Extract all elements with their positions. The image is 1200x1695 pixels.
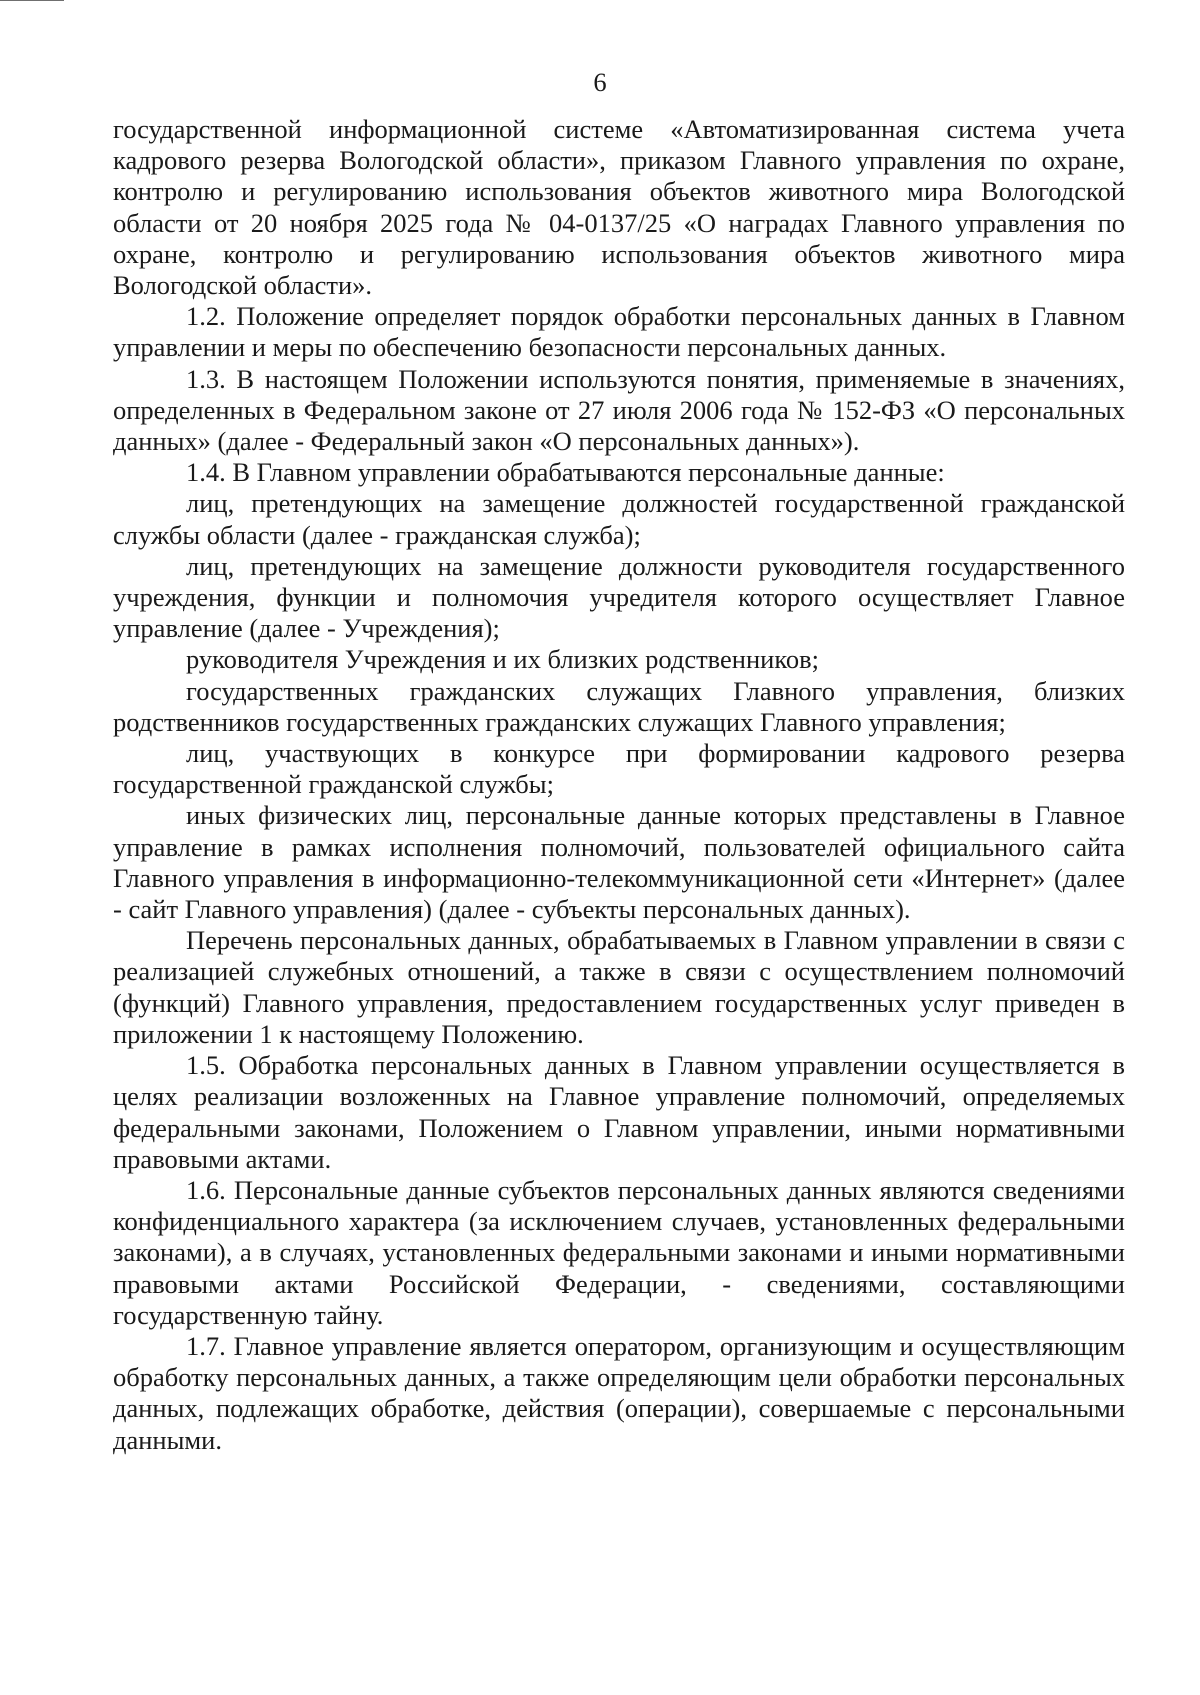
paragraph-data-list-reference: Перечень персональных данных, обрабатываемых в Главном управлении в связи с реализацией служебных отношений, а также в связи с осуществлением полномочий (функций) Главного управления, предоставлением государственных услуг приведен в приложении 1 к настоящему Положению. [113,925,1125,1049]
paragraph-intro-continuation: государственной информационной системе «Автоматизированная система учета кадрового резерва Вологодской области», приказом Главного управления по охране, контролю и регулированию использования объектов животного мира Вологодской области от 20 ноября 2025 года № 04-0137/25 «О наградах Главного управления по охране, контролю и регулированию использования объектов животного мира Вологодской области». [113,114,1125,301]
list-item-civil-servants: государственных гражданских служащих Главного управления, близких родственников государственных гражданских служащих Главного управления; [113,675,1125,737]
list-item-other-individuals: иных физических лиц, персональные данные которых представлены в Главное управление в рамках исполнения полномочий, пользователей официального сайта Главного управления в информационно-телекоммуникационной сети «Интернет» (далее - сайт Главного управления) (далее - субъекты персональных данных). [113,800,1125,925]
paragraph-1-5: 1.5. Обработка персональных данных в Главном управлении осуществляется в целях реализации возложенных на Главное управление полномочий, определяемых федеральными законами, Положением о Главном управлении, иными нормативными правовыми актами. [113,1050,1125,1174]
paragraph-1-6: 1.6. Персональные данные субъектов персональных данных являются сведениями конфиденциального характера (за исключением случаев, установленных федеральными законами), а в случаях, установленных федеральными законами и иными нормативными правовыми актами Российской Федерации, - сведениями, составляющими государственную тайну. [113,1174,1125,1330]
paragraph-1-4: 1.4. В Главном управлении обрабатываются персональные данные: [186,457,945,488]
paragraph-1-2: 1.2. Положение определяет порядок обработки персональных данных в Главном управлении и меры по обеспечению безопасности персональных данных. [113,301,1125,363]
page-number: 6 [593,67,607,97]
paragraph-1-7: 1.7. Главное управление является оператором, организующим и осуществляющим обработку персональных данных, а также определяющим цели обработки персональных данных, подлежащих обработке, действия (операции), совершаемые с персональными данными. [113,1330,1125,1455]
document-body [113,114,1125,1456]
paragraph-1-3: 1.3. В настоящем Положении используются понятия, применяемые в значениях, определенных в Федеральном законе от 27 июля 2006 года № 152-ФЗ «О персональных данных» (далее - Федеральный закон «О персональных данных»). [113,363,1125,457]
scan-edge-line [0,0,64,1]
list-item-institution-heads: руководителя Учреждения и их близких родственников; [186,644,819,675]
list-item-reserve-contest-participants: лиц, участвующих в конкурсе при формировании кадрового резерва государственной гражданской службы; [113,738,1125,800]
list-item-candidates-civil-service: лиц, претендующих на замещение должностей государственной гражданской службы области (далее - гражданская служба); [113,488,1125,550]
list-item-candidates-institution-head: лиц, претендующих на замещение должности руководителя государственного учреждения, функции и полномочия учредителя которого осуществляет Главное управление (далее - Учреждения); [113,550,1125,644]
